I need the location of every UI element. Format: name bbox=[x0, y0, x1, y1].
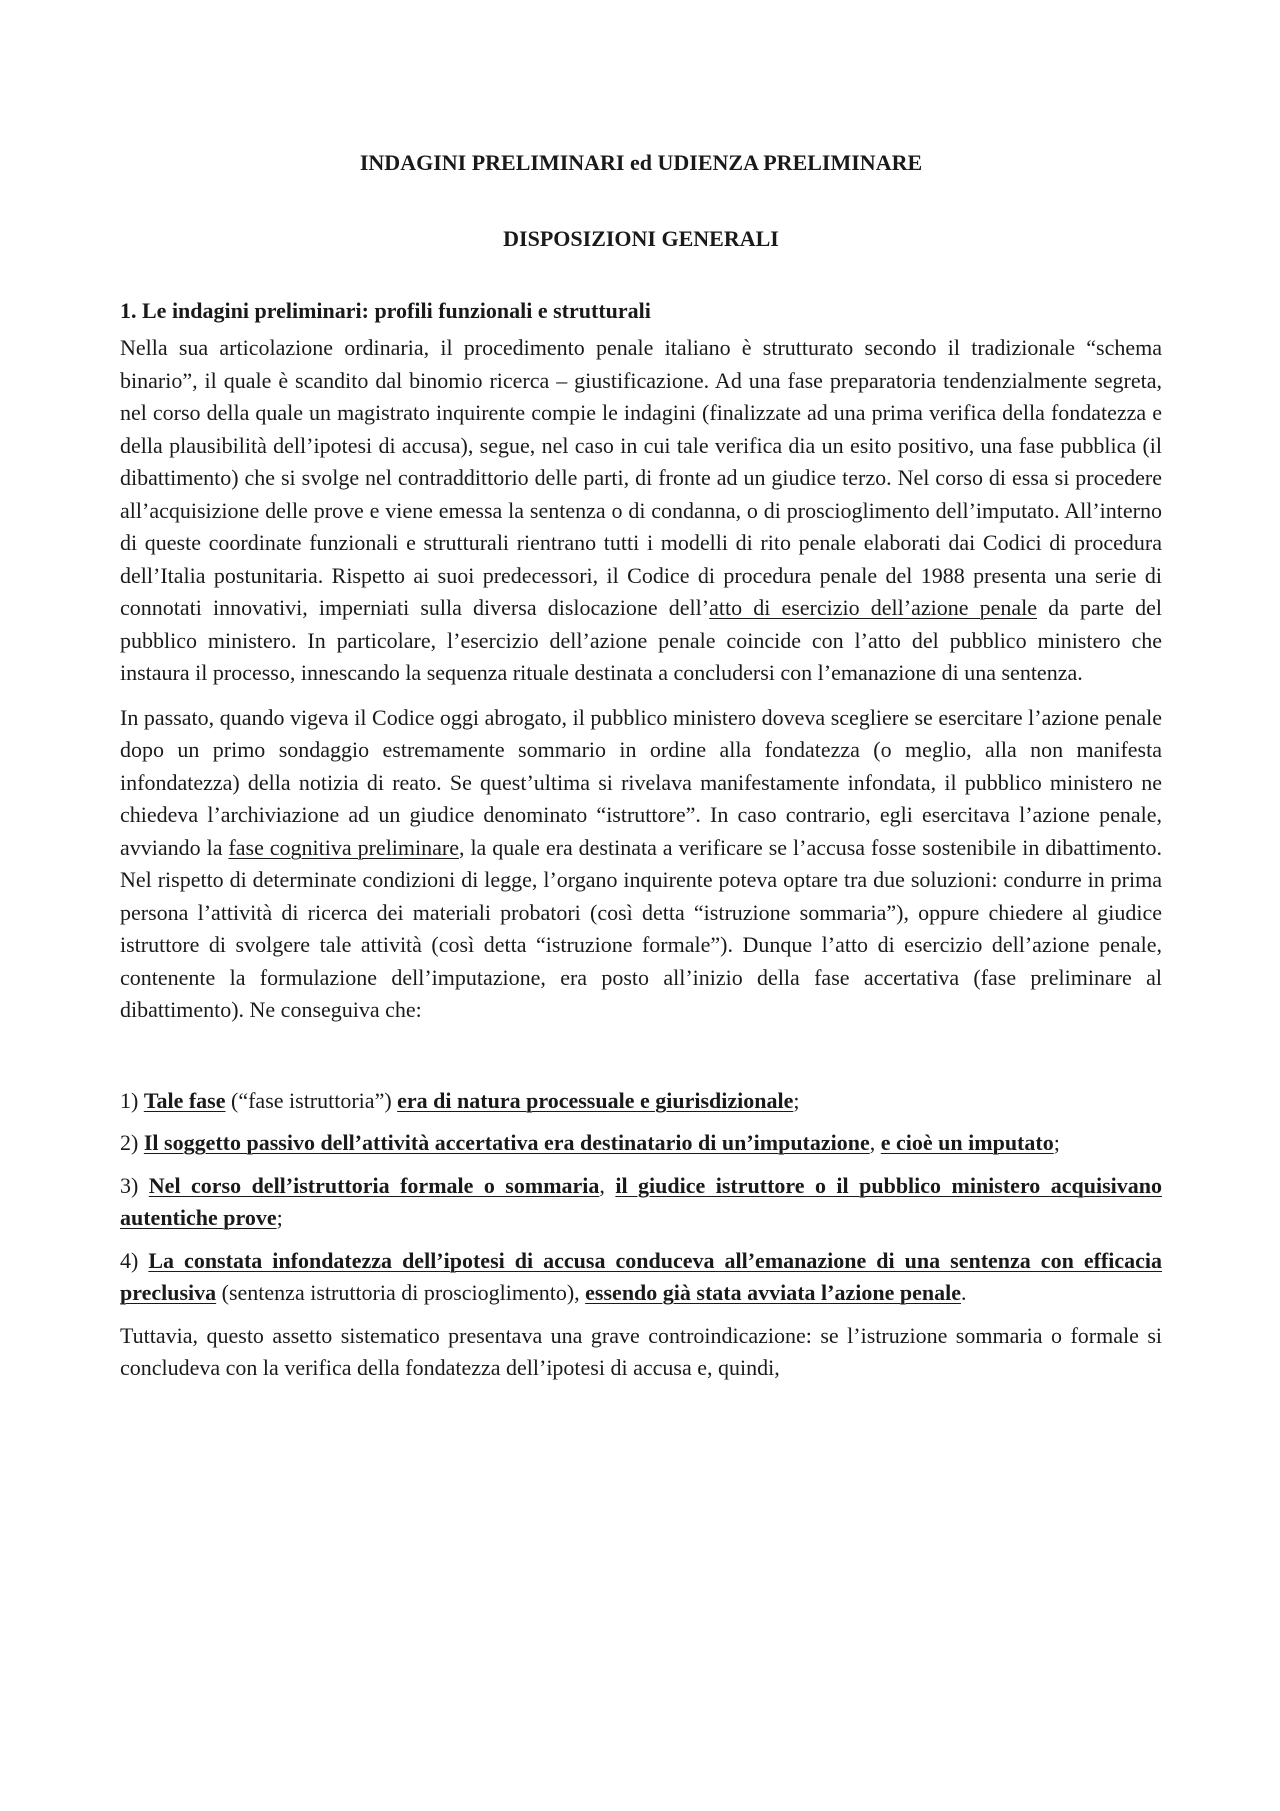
section-heading: 1. Le indagini preliminari: profili funzionali e strutturali bbox=[120, 298, 651, 323]
list-item bbox=[120, 1127, 1162, 1160]
list-emphasis-2: e cioè un imputato bbox=[880, 1130, 1054, 1155]
list-text-1: , bbox=[599, 1172, 616, 1198]
list-text-1: (sentenza istruttoria di proscioglimento), bbox=[216, 1280, 586, 1305]
document-title: INDAGINI PRELIMINARI ed UDIENZA PRELIMINARE bbox=[359, 150, 923, 175]
paragraph-1-text-b: da parte del pubblico ministero. In particolare, l’esercizio dell’azione penale coincide con l’atto del pubblico ministero che instaura il processo, innescando la sequenza rituale destinata a concludersi con l’emanazione di una sentenza. bbox=[120, 595, 1162, 685]
list-text-2: ; bbox=[1053, 1130, 1060, 1155]
list-text-2: . bbox=[961, 1280, 967, 1305]
list-item bbox=[120, 1170, 1162, 1235]
paragraph-2-underlined: fase cognitiva preliminare bbox=[228, 834, 459, 860]
list-number: 4) bbox=[120, 1247, 149, 1273]
paragraph-2-text-b: , la quale era destinata a verificare se l’accusa fosse sostenibile in dibattimento. Nel rispetto di determinate condizioni di legge, l’organo inquirente poteva optare tra due soluzioni: condurre in prima persona l’attività di ricerca dei materiali probatori (così detta “istruzione sommaria”), oppure chiedere al giudice istruttore di svolgere tale attività (così detta “istruzione formale”). Dunque l’atto di esercizio dell’azione penale, contenente la formulazione dell’imputazione, era posto all’inizio della fase accertativa (fase preliminare al dibattimento). Ne conseguiva che: bbox=[120, 834, 1162, 1022]
list-text-2: ; bbox=[276, 1205, 283, 1230]
list-emphasis-2: era di natura processuale e giurisdizionale bbox=[397, 1087, 794, 1113]
list-text-2: ; bbox=[793, 1087, 800, 1113]
list-emphasis-1: La constata infondatezza dell’ipotesi di accusa conduceva all’emanazione di una sentenza con efficacia preclusiva bbox=[120, 1247, 1163, 1305]
paragraph-2-text-a: In passato, quando vigeva il Codice oggi abrogato, il pubblico ministero doveva scegliere se esercitare l’azione penale dopo un primo sondaggio estremamente sommario in ordine alla fondatezza (o meglio, alla non manifesta infondatezza) della notizia di reato. Se quest’ultima si rivelava manifestamente infondata, il pubblico ministero ne chiedeva l’archiviazione ad un giudice denominato “istruttore”. In caso contrario, egli esercitava l’azione penale, avviando la bbox=[120, 704, 1162, 860]
list-emphasis-2: il giudice istruttore o il pubblico ministero acquisivano autentiche prove bbox=[120, 1172, 1163, 1230]
list-emphasis-1: Nel corso dell’istruttoria formale o sommaria bbox=[148, 1172, 600, 1198]
paragraph-1-underlined: atto di esercizio dell’azione penale bbox=[709, 595, 1038, 620]
paragraph-1 bbox=[120, 332, 1162, 690]
list-emphasis-2: essendo già stata avviata l’azione penale bbox=[585, 1280, 961, 1305]
list-number: 1) bbox=[120, 1087, 144, 1113]
paragraph-1-text-a: Nella sua articolazione ordinaria, il procedimento penale italiano è strutturato secondo il tradizionale “schema binario”, il quale è scandito dal binomio ricerca – giustificazione. Ad una fase preparatoria tendenzialmente segreta, nel corso della quale un magistrato inquirente compie le indagini (finalizzate ad una prima verifica della fondatezza e della plausibilità dell’ipotesi di accusa), segue, nel caso in cui tale verifica dia un esito positivo, una fase pubblica (il dibattimento) che si svolge nel contraddittorio delle parti, di fronte ad un giudice terzo. Nel corso di essa si procedere all’acquisizione delle prove e viene emessa la sentenza o di condanna, o di proscioglimento dell’imputato. All’interno di queste coordinate funzionali e strutturali rientrano tutti i modelli di rito penale elaborati dai Codici di procedura dell’Italia postunitaria. Rispetto ai suoi predecessori, il Codice di procedura penale del 1988 presenta una serie di connotati innovativi, imperniati sulla diversa dislocazione dell’ bbox=[120, 335, 1162, 620]
list-emphasis-1: Il soggetto passivo dell’attività accertativa era destinatario di un’imputazione bbox=[143, 1130, 870, 1155]
list-number: 3) bbox=[120, 1172, 149, 1198]
list-text-1: (“fase istruttoria”) bbox=[225, 1087, 398, 1113]
closing-paragraph: Tuttavia, questo assetto sistematico presentava una grave controindicazione: se l’istruzione sommaria o formale si concludeva con la verifica della fondatezza dell’ipotesi di accusa e, quindi, bbox=[120, 1322, 1162, 1380]
list-emphasis-1: Tale fase bbox=[143, 1087, 226, 1113]
list-item bbox=[120, 1085, 1162, 1118]
list-number: 2) bbox=[120, 1130, 144, 1155]
paragraph-2 bbox=[120, 702, 1162, 1027]
list-item bbox=[120, 1245, 1162, 1310]
list-text-1: , bbox=[869, 1130, 881, 1155]
document-subtitle: DISPOSIZIONI GENERALI bbox=[503, 226, 779, 251]
